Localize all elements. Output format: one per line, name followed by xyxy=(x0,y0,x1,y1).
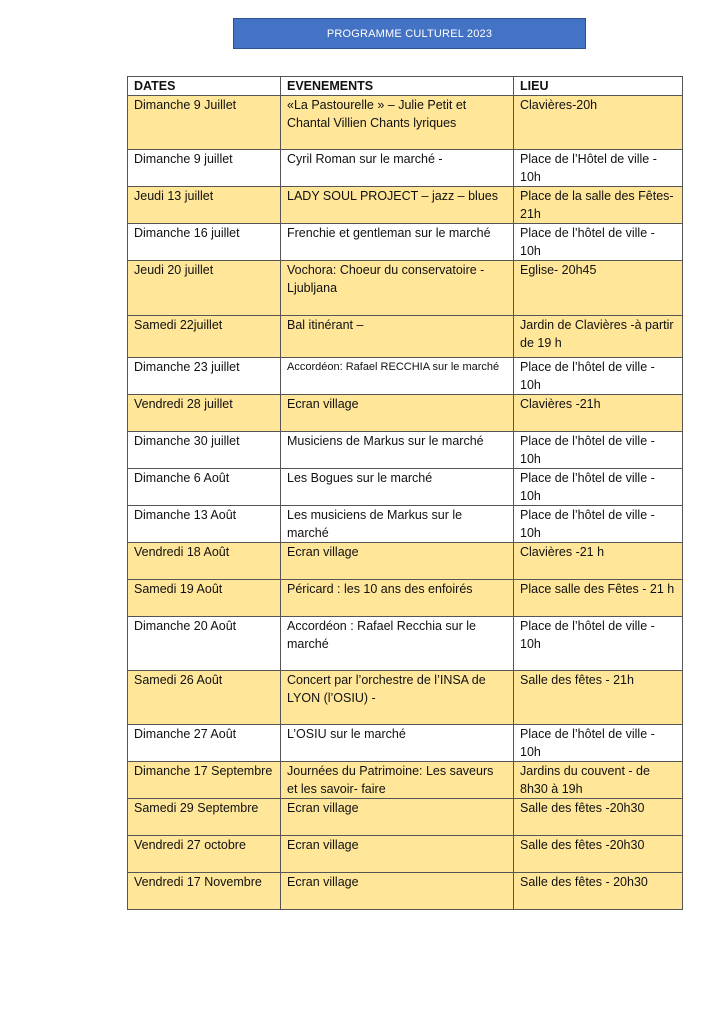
table-row xyxy=(128,836,683,873)
cell-lieu: Place de l’hôtel de ville - 10h xyxy=(514,469,683,506)
table-row xyxy=(128,150,683,187)
cell-date: Dimanche 16 juillet xyxy=(128,224,281,261)
cell-event: Ecran village xyxy=(281,799,514,836)
table-row xyxy=(128,543,683,580)
table-row xyxy=(128,187,683,224)
cell-lieu: Place de la salle des Fêtes- 21h xyxy=(514,187,683,224)
cell-event: Frenchie et gentleman sur le marché xyxy=(281,224,514,261)
cell-lieu: Place de l’hôtel de ville - 10h xyxy=(514,224,683,261)
cell-event: Ecran village xyxy=(281,873,514,910)
cell-lieu: Clavières -21 h xyxy=(514,543,683,580)
cell-lieu: Salle des fêtes - 21h xyxy=(514,671,683,725)
cell-lieu: Place de l’Hôtel de ville - 10h xyxy=(514,150,683,187)
cell-event: Péricard : les 10 ans des enfoirés xyxy=(281,580,514,617)
page-title: PROGRAMME CULTUREL 2023 xyxy=(233,18,586,49)
cell-date: Dimanche 13 Août xyxy=(128,506,281,543)
cell-lieu: Place salle des Fêtes - 21 h xyxy=(514,580,683,617)
cell-lieu: Place de l’hôtel de ville - 10h xyxy=(514,432,683,469)
cell-lieu: Place de l’hôtel de ville - 10h xyxy=(514,725,683,762)
cell-date: Vendredi 28 juillet xyxy=(128,395,281,432)
table-row xyxy=(128,469,683,506)
table-row xyxy=(128,762,683,799)
cell-event: Ecran village xyxy=(281,543,514,580)
table-row xyxy=(128,506,683,543)
cell-date: Dimanche 23 juillet xyxy=(128,358,281,395)
cell-event: Ecran village xyxy=(281,836,514,873)
table-row xyxy=(128,261,683,316)
cell-event: L’OSIU sur le marché xyxy=(281,725,514,762)
cell-date: Samedi 26 Août xyxy=(128,671,281,725)
cell-lieu: Clavières -21h xyxy=(514,395,683,432)
cell-date: Vendredi 18 Août xyxy=(128,543,281,580)
cell-lieu: Place de l’hôtel de ville - 10h xyxy=(514,358,683,395)
cell-event: Accordéon: Rafael RECCHIA sur le marché xyxy=(281,358,514,395)
cell-event: Vochora: Choeur du conservatoire - Ljubljana xyxy=(281,261,514,316)
cell-event: Les musiciens de Markus sur le marché xyxy=(281,506,514,543)
cell-event: Les Bogues sur le marché xyxy=(281,469,514,506)
cell-event: LADY SOUL PROJECT – jazz – blues xyxy=(281,187,514,224)
table-row xyxy=(128,96,683,150)
cell-date: Samedi 19 Août xyxy=(128,580,281,617)
cell-date: Vendredi 17 Novembre xyxy=(128,873,281,910)
cell-lieu: Salle des fêtes -20h30 xyxy=(514,836,683,873)
cell-date: Dimanche 9 juillet xyxy=(128,150,281,187)
table-row xyxy=(128,316,683,358)
cell-lieu: Jardins du couvent - de 8h30 à 19h xyxy=(514,762,683,799)
table-header-row xyxy=(128,77,683,96)
table-row xyxy=(128,671,683,725)
programme-table xyxy=(127,76,683,910)
table-row xyxy=(128,358,683,395)
cell-lieu: Jardin de Clavières -à partir de 19 h xyxy=(514,316,683,358)
cell-event: Musiciens de Markus sur le marché xyxy=(281,432,514,469)
cell-lieu: Salle des fêtes - 20h30 xyxy=(514,873,683,910)
header-lieu: LIEU xyxy=(514,77,683,96)
cell-date: Dimanche 27 Août xyxy=(128,725,281,762)
cell-event: «La Pastourelle » – Julie Petit et Chantal Villien Chants lyriques xyxy=(281,96,514,150)
cell-date: Dimanche 9 Juillet xyxy=(128,96,281,150)
table-row xyxy=(128,725,683,762)
table-row xyxy=(128,395,683,432)
header-dates: DATES xyxy=(128,77,281,96)
cell-lieu: Place de l’hôtel de ville - 10h xyxy=(514,506,683,543)
table-row xyxy=(128,799,683,836)
cell-date: Dimanche 20 Août xyxy=(128,617,281,671)
cell-date: Vendredi 27 octobre xyxy=(128,836,281,873)
table-row xyxy=(128,873,683,910)
header-evenements: EVENEMENTS xyxy=(281,77,514,96)
table-row xyxy=(128,580,683,617)
cell-date: Jeudi 13 juillet xyxy=(128,187,281,224)
cell-lieu: Place de l’hôtel de ville - 10h xyxy=(514,617,683,671)
cell-date: Jeudi 20 juillet xyxy=(128,261,281,316)
cell-event: Journées du Patrimoine: Les saveurs et les savoir- faire xyxy=(281,762,514,799)
cell-date: Samedi 22juillet xyxy=(128,316,281,358)
cell-lieu: Eglise- 20h45 xyxy=(514,261,683,316)
cell-date: Samedi 29 Septembre xyxy=(128,799,281,836)
cell-event: Bal itinérant – xyxy=(281,316,514,358)
cell-lieu: Salle des fêtes -20h30 xyxy=(514,799,683,836)
cell-date: Dimanche 30 juillet xyxy=(128,432,281,469)
cell-date: Dimanche 6 Août xyxy=(128,469,281,506)
cell-event: Cyril Roman sur le marché - xyxy=(281,150,514,187)
cell-event: Ecran village xyxy=(281,395,514,432)
cell-date: Dimanche 17 Septembre xyxy=(128,762,281,799)
cell-event: Concert par l’orchestre de l’INSA de LYON (l’OSIU) - xyxy=(281,671,514,725)
cell-event: Accordéon : Rafael Recchia sur le marché xyxy=(281,617,514,671)
cell-lieu: Clavières-20h xyxy=(514,96,683,150)
table-row xyxy=(128,432,683,469)
table-row xyxy=(128,224,683,261)
table-row xyxy=(128,617,683,671)
